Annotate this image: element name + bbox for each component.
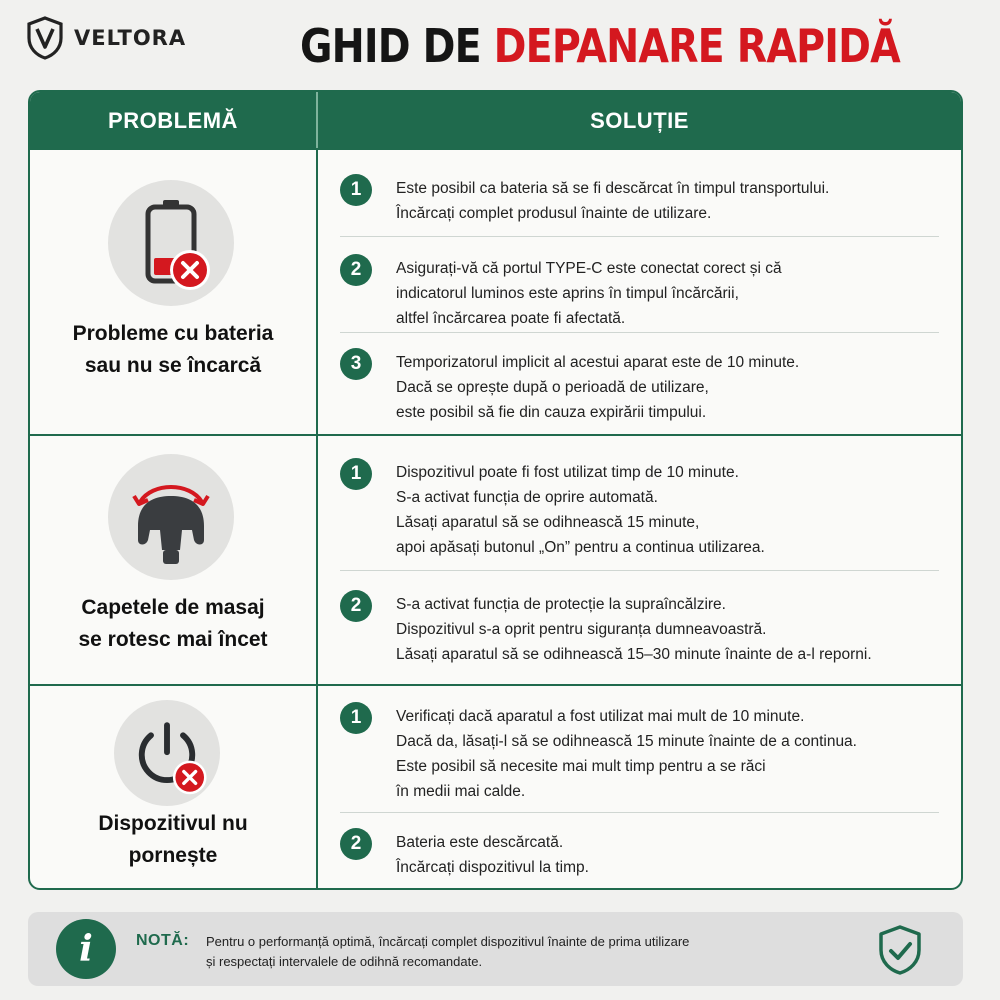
step-text bbox=[396, 176, 939, 226]
step-text bbox=[396, 592, 939, 667]
problem-label-line: Capetele de masaj bbox=[81, 596, 265, 619]
problem-cell bbox=[30, 150, 318, 434]
step-number: 2 bbox=[340, 828, 372, 860]
header-problem: PROBLEMĂ bbox=[30, 92, 318, 150]
massage-head-rotate-icon bbox=[108, 454, 234, 580]
step-number: 2 bbox=[340, 254, 372, 286]
step-line: Dispozitivul s-a oprit pentru siguranța dumneavoastră. bbox=[396, 621, 767, 638]
title-part-1: GHID DE bbox=[300, 19, 494, 73]
step-number: 3 bbox=[340, 348, 372, 380]
step-line: indicatorul luminos este aprins în timpul încărcării, bbox=[396, 285, 739, 302]
problem-cell bbox=[30, 686, 318, 890]
note-bar bbox=[28, 912, 963, 986]
page-title bbox=[300, 14, 900, 78]
problem-label-line: pornește bbox=[128, 844, 218, 867]
step-number: 1 bbox=[340, 458, 372, 490]
step-text bbox=[396, 830, 939, 880]
info-icon: i bbox=[56, 919, 116, 979]
brand-name: VELTORA bbox=[74, 26, 187, 50]
problem-label-line: Dispozitivul nu bbox=[98, 812, 248, 835]
step-divider bbox=[340, 812, 939, 813]
step-line: Bateria este descărcată. bbox=[396, 834, 564, 851]
step-number: 2 bbox=[340, 590, 372, 622]
step-text bbox=[396, 350, 939, 425]
title-part-2: DEPANARE RAPIDĂ bbox=[493, 19, 900, 73]
step-line: Temporizatorul implicit al acestui aparat este de 10 minute. bbox=[396, 354, 800, 371]
shield-check-icon bbox=[876, 924, 924, 976]
step-line: Verificați dacă aparatul a fost utilizat mai mult de 10 minute. bbox=[396, 708, 805, 725]
step-line: Este posibil să necesite mai mult timp pentru a se răci bbox=[396, 758, 766, 775]
step-line: S-a activat funcția de protecție la supraîncălzire. bbox=[396, 596, 726, 613]
step-text bbox=[396, 704, 939, 804]
step-line: Dispozitivul poate fi fost utilizat timp de 10 minute. bbox=[396, 464, 739, 481]
step-line: S-a activat funcția de oprire automată. bbox=[396, 489, 658, 506]
note-line: Pentru o performanță optimă, încărcați complet dispozitivul înainte de prima utilizare bbox=[206, 934, 690, 949]
problem-icon-wrap bbox=[108, 180, 234, 306]
problem-icon-wrap bbox=[114, 700, 220, 806]
problem-label bbox=[30, 808, 316, 872]
brand-logo bbox=[26, 16, 186, 60]
step-text bbox=[396, 460, 939, 560]
table-header bbox=[30, 92, 961, 150]
shield-v-icon bbox=[26, 16, 64, 60]
step-text bbox=[396, 256, 939, 331]
step-divider bbox=[340, 570, 939, 571]
problem-cell bbox=[30, 436, 318, 684]
power-off-icon bbox=[114, 700, 220, 806]
step-line: Este posibil ca bateria să se fi descărcat în timpul transportului. bbox=[396, 180, 830, 197]
step-divider bbox=[340, 236, 939, 237]
step-line: Dacă se oprește după o perioadă de utilizare, bbox=[396, 379, 709, 396]
step-line: Lăsați aparatul să se odihnească 15 minute, bbox=[396, 514, 700, 531]
step-line: Dacă da, lăsați-l să se odihnească 15 minute înainte de a continua. bbox=[396, 733, 857, 750]
solution-cell bbox=[320, 686, 961, 890]
problem-label-line: Probleme cu bateria bbox=[72, 322, 274, 345]
note-line: și respectați intervalele de odihnă recomandate. bbox=[206, 954, 483, 969]
section-massage-heads bbox=[30, 434, 961, 684]
step-line: Încărcați dispozitivul la timp. bbox=[396, 859, 589, 876]
problem-icon-wrap bbox=[108, 454, 234, 580]
solution-cell bbox=[320, 436, 961, 684]
step-divider bbox=[340, 332, 939, 333]
step-line: Încărcați complet produsul înainte de utilizare. bbox=[396, 205, 712, 222]
step-number: 1 bbox=[340, 702, 372, 734]
troubleshooting-table bbox=[28, 90, 963, 890]
problem-label-line: sau nu se încarcă bbox=[84, 354, 262, 377]
problem-label bbox=[30, 592, 316, 656]
step-line: altfel încărcarea poate fi afectată. bbox=[396, 310, 626, 327]
step-line: este posibil să fie din cauza expirării timpului. bbox=[396, 404, 707, 421]
problem-label bbox=[30, 318, 316, 382]
note-label: NOTĂ: bbox=[136, 932, 190, 949]
low-battery-icon bbox=[108, 180, 234, 306]
step-line: în medii mai calde. bbox=[396, 783, 526, 800]
problem-label-line: se rotesc mai încet bbox=[78, 628, 268, 651]
step-line: Lăsați aparatul să se odihnească 15–30 minute înainte de a-l reporni. bbox=[396, 646, 872, 663]
section-power bbox=[30, 684, 961, 890]
step-number: 1 bbox=[340, 174, 372, 206]
header-solution: SOLUȚIE bbox=[590, 108, 689, 133]
section-battery bbox=[30, 148, 961, 434]
solution-cell bbox=[320, 150, 961, 434]
note-text bbox=[206, 932, 806, 972]
step-line: Asigurați-vă că portul TYPE-C este conectat corect și că bbox=[396, 260, 782, 277]
step-line: apoi apăsați butonul „On” pentru a continua utilizarea. bbox=[396, 539, 765, 556]
